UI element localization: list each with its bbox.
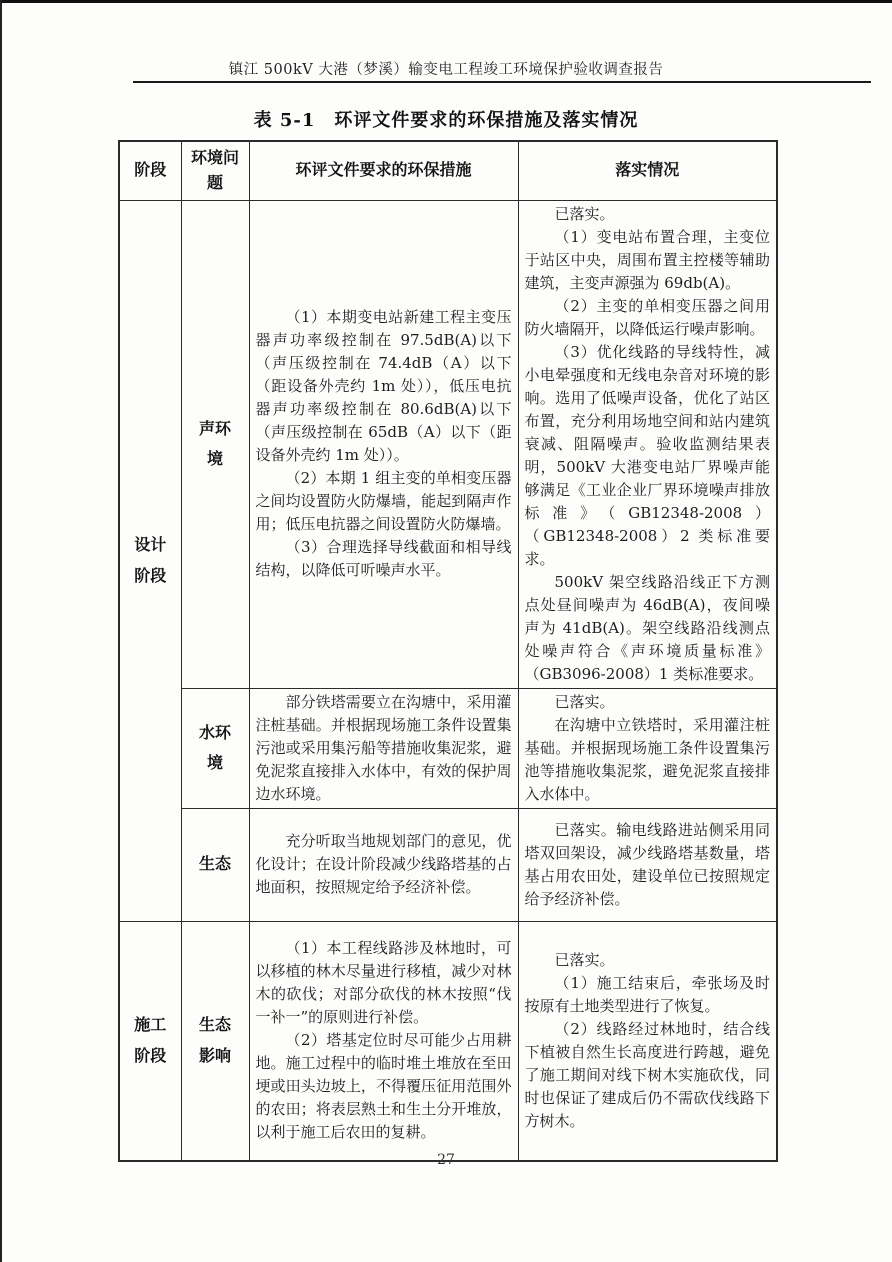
paragraph: （1）本期变电站新建工程主变压器声功率级控制在 97.5dB(A)以下（声压级控制在 74.4dB（A）以下（距设备外壳约 1m 处）），低压电抗器声功率级控制在 80.6dB(A)以下（声压级控制在 65dB（A）以下（距设备外壳约 1m 处））。 [255,308,512,465]
paragraph: （3）合理选择导线截面和相导线结构，以降低可听噪声水平。 [255,538,512,580]
measures-table [118,140,778,1162]
paragraph: 充分听取当地规划部门的意见，优化设计；在设计阶段减少线路塔基的占地面积，按照规定给予经济补偿。 [255,832,512,897]
scan-edge-top [0,0,892,3]
paragraph: 500kV 架空线路沿线正下方测点处昼间噪声为 46dB(A)，夜间噪声为 41dB(A)。架空线路沿线测点处噪声符合《声环境质量标准》（GB3096-2008）1 类标准要求。 [524,572,770,683]
header-divider [133,81,871,83]
measures-cell-eco-impact [249,921,518,1161]
implementation-cell-ecology [518,808,777,921]
paragraph: （1）变电站布置合理，主变位于站区中央，周围布置主控楼等辅助建筑，主变声源强为 69db(A)。 [524,227,770,292]
table-row-noise [119,200,777,688]
page-number: 27 [437,1152,455,1168]
col-header-implementation: 落实情况 [518,141,777,200]
col-header-phase: 阶段 [119,141,181,200]
table-header-row [119,141,777,200]
table-row-water [119,688,777,808]
paragraph: 已落实。输电线路进站侧采用同塔双回架设，减少线路塔基数量，塔基占用农田处，建设单位已按照规定给予经济补偿。 [524,820,770,908]
issue-cell-ecology: 生态 [181,808,249,921]
running-header: 镇江 500kV 大港（梦溪）输变电工程竣工环境保护验收调查报告 [228,62,664,78]
measures-cell-ecology [249,808,518,921]
paragraph: （3）优化线路的导线特性，减小电晕强度和无线电杂音对环境的影响。选用了低噪声设备，优化了站区布置，充分利用场地空间和站内建筑衰减、阻隔噪声。验收监测结果表明，500kV 大港变电站厂界噪声能够满足《工业企业厂界环境噪声排放标准》（GB12348-2008）（GB12348-2008）2 类标准要求。 [524,342,770,568]
paragraph: 已落实。 [554,692,615,711]
paragraph: （2）主变的单相变压器之间用防火墙隔开，以降低运行噪声影响。 [524,296,770,338]
phase-cell-construction: 施工阶段 [119,921,181,1161]
table-title: 表 5-1 环评文件要求的环保措施及落实情况 [253,110,639,131]
phase-cell-design: 设计阶段 [119,200,181,921]
issue-cell-eco-impact: 生态影响 [181,921,249,1161]
implementation-cell-water [518,688,777,808]
measures-cell-noise [249,200,518,688]
paragraph: 部分铁塔需要立在沟塘中，采用灌注桩基础。并根据现场施工条件设置集污池或采用集污船等措施收集泥浆，避免泥浆直接排入水体中，有效的保护周边水环境。 [255,692,512,803]
scan-edge-left [0,0,2,1262]
table-row-ecology [119,808,777,921]
paragraph: （2）塔基定位时尽可能少占用耕地。施工过程中的临时堆土堆放在至田埂或田头边坡上，不得覆压征用范围外的农田；将表层熟土和生土分开堆放，以利于施工后农田的复耕。 [255,1031,512,1142]
implementation-cell-eco-impact [518,921,777,1161]
paragraph: （2）本期 1 组主变的单相变压器之间均设置防火防爆墙，能起到隔声作用；低压电抗器之间设置防火防爆墙。 [255,469,512,534]
paragraph: （1）本工程线路涉及林地时，可以移植的林木尽量进行移植，减少对林木的砍伐；对部分砍伐的林木按照“伐一补一”的原则进行补偿。 [255,939,512,1027]
paragraph: （2）线路经过林地时，结合线下植被自然生长高度进行跨越，避免了施工期间对线下树木实施砍伐，同时也保证了建成后仍不需砍伐线路下方树木。 [524,1019,770,1130]
issue-cell-water: 水环境 [181,688,249,808]
paragraph: 已落实。 [554,950,615,969]
table-row-construction [119,921,777,1161]
issue-cell-noise: 声环境 [181,200,249,688]
measures-cell-water [249,688,518,808]
col-header-issue: 环境问题 [181,141,249,200]
paragraph: （1）施工结束后，牵张场及时按原有土地类型进行了恢复。 [524,973,770,1015]
implementation-cell-noise [518,200,777,688]
col-header-measures: 环评文件要求的环保措施 [249,141,518,200]
paragraph: 在沟塘中立铁塔时，采用灌注桩基础。并根据现场施工条件设置集污池等措施收集泥浆，避免泥浆直接排入水体中。 [524,715,770,803]
paragraph: 已落实。 [554,204,615,223]
